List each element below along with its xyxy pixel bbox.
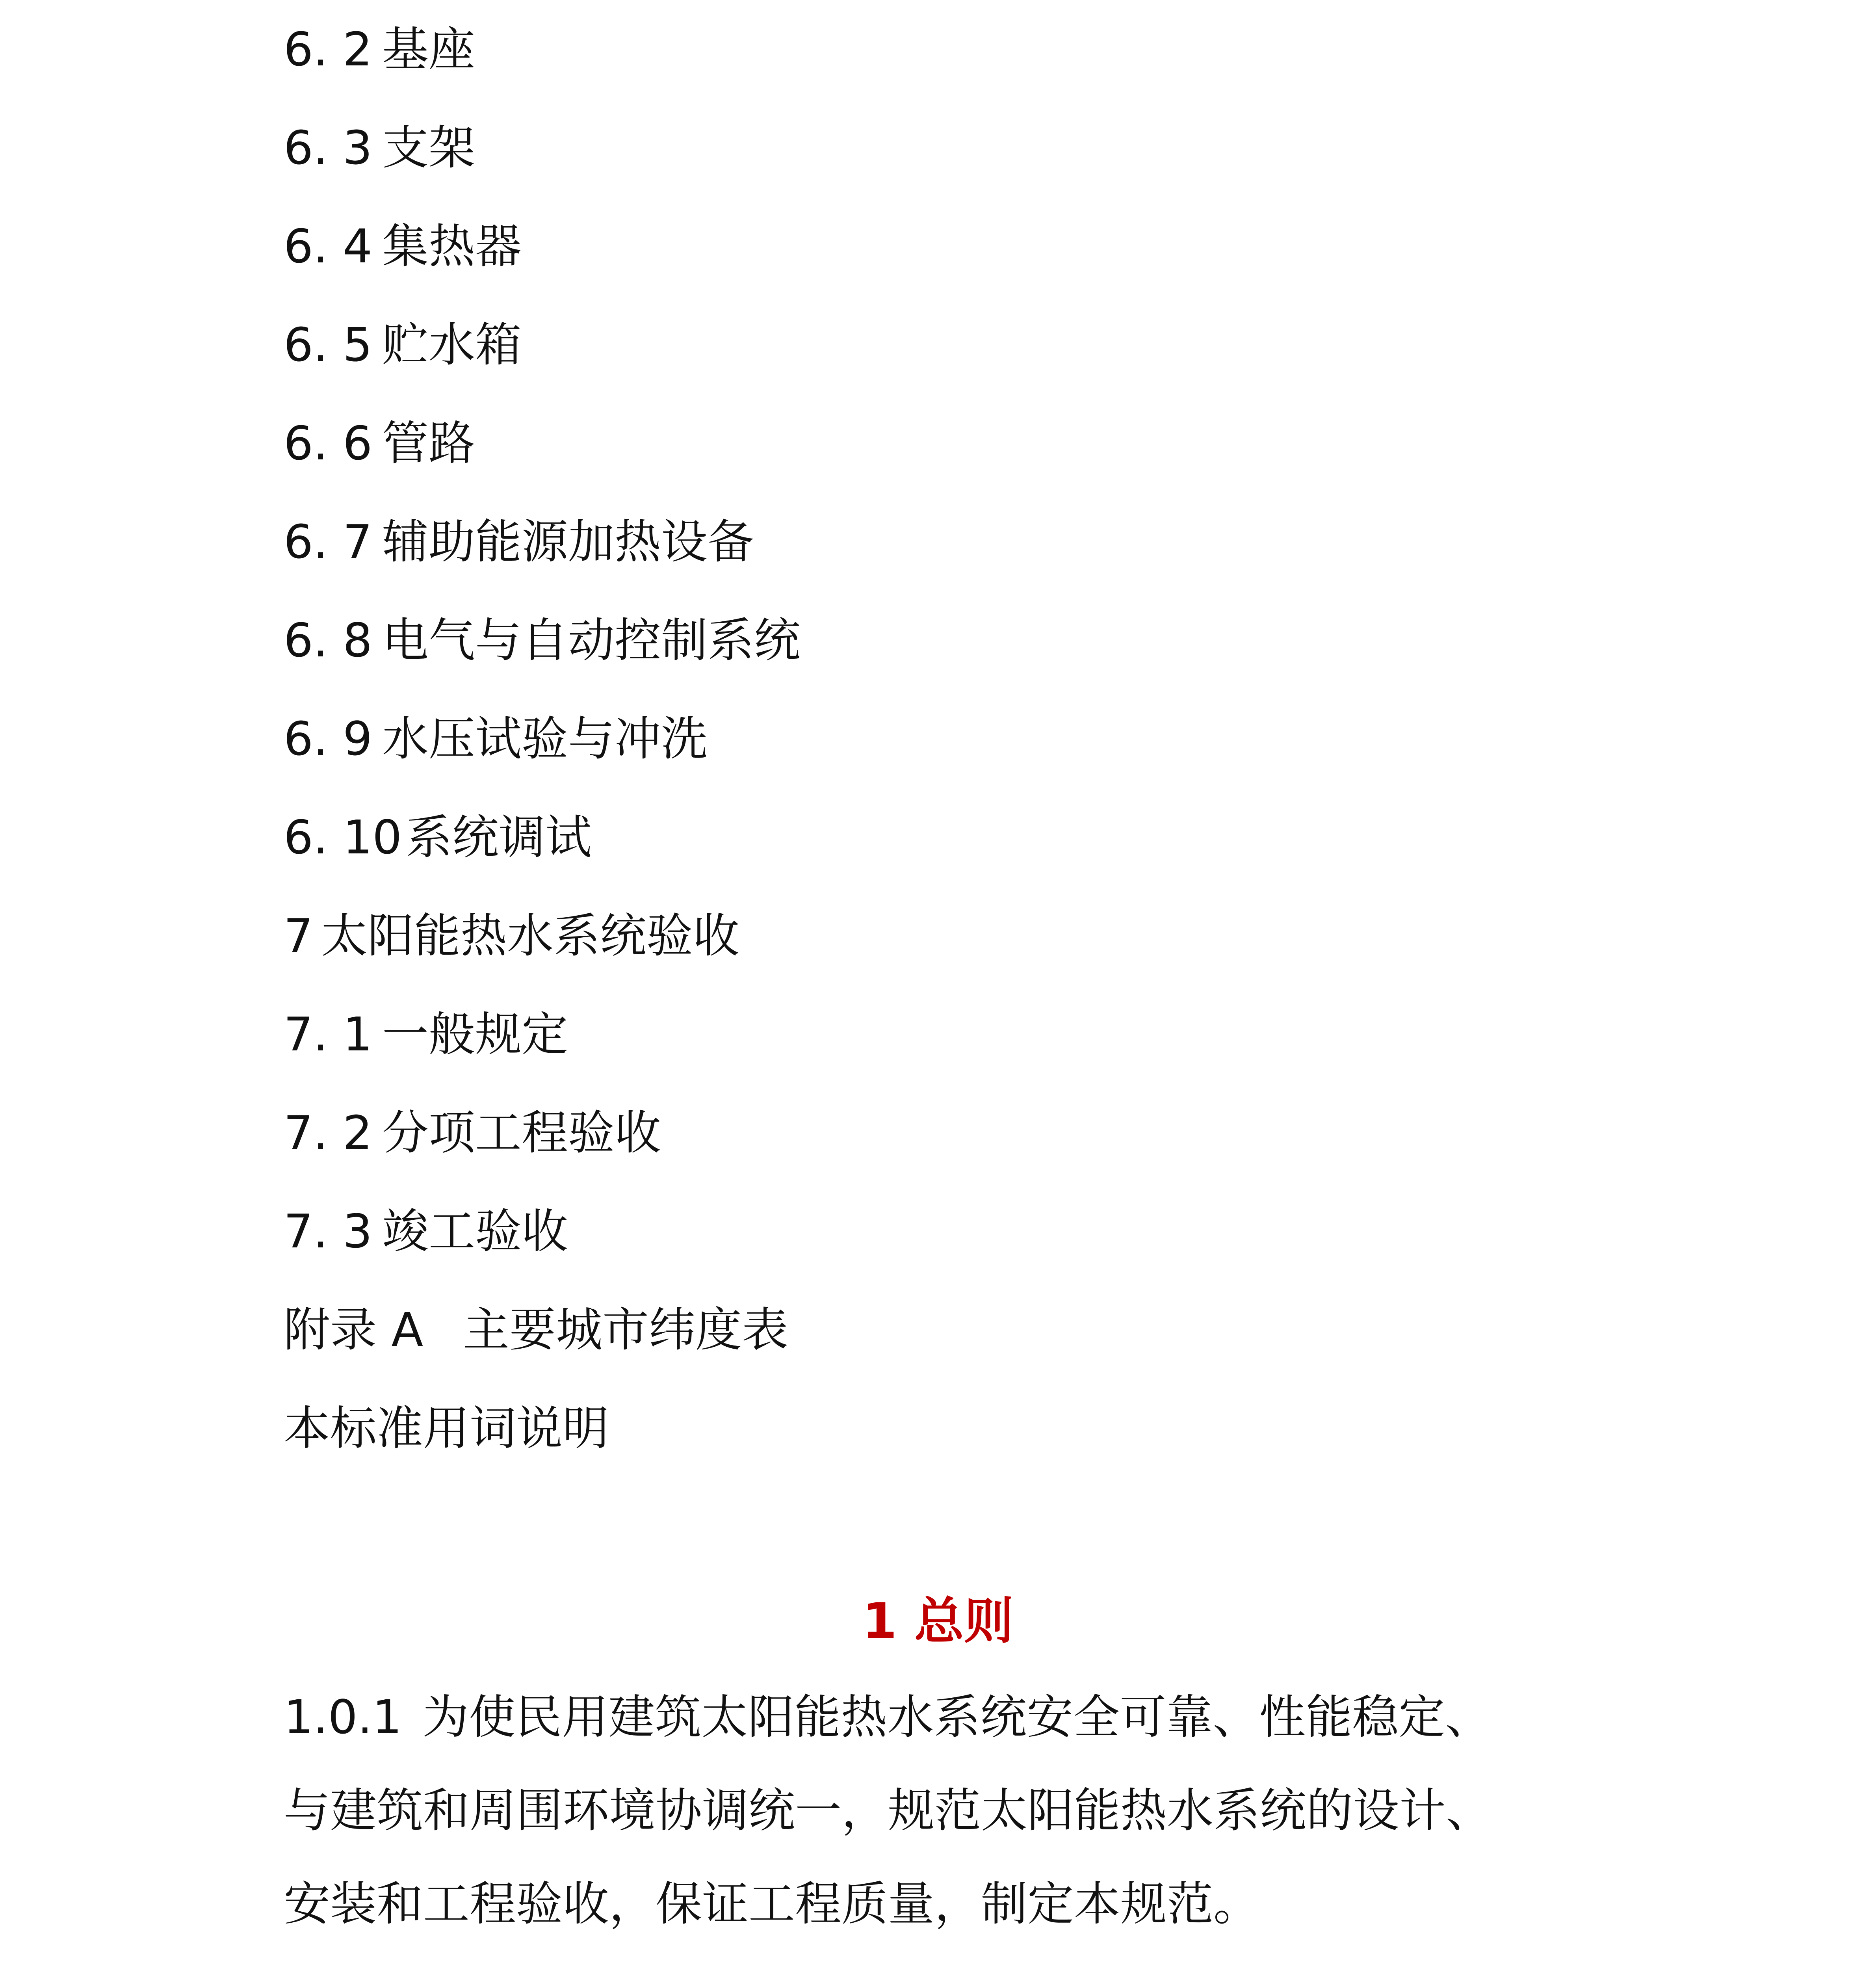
toc-item-title: 竣工验收 bbox=[382, 1204, 568, 1258]
toc-item-title: 基座 bbox=[382, 22, 476, 76]
table-of-contents bbox=[284, 0, 1584, 1478]
toc-item-7[interactable] bbox=[284, 886, 1584, 985]
toc-item-terms[interactable] bbox=[284, 1379, 1584, 1478]
toc-item-title: 管路 bbox=[382, 416, 476, 470]
toc-item-number: 7. 2 bbox=[284, 1106, 373, 1160]
toc-item-number: 7 bbox=[284, 909, 314, 963]
toc-item-title: 太阳能热水系统验收 bbox=[321, 909, 740, 963]
clause-line: 安装和工程验收，保证工程质量，制定本规范。 bbox=[284, 1877, 1260, 1931]
toc-item-title: 主要城市纬度表 bbox=[463, 1303, 789, 1357]
toc-item-number: 6. 10 bbox=[284, 810, 402, 864]
clause-line: 为使民用建筑太阳能热水系统安全可靠、性能稳定、 bbox=[422, 1690, 1492, 1744]
clause-number: 1.0.1 bbox=[284, 1690, 402, 1744]
toc-item-number: 7. 1 bbox=[284, 1007, 373, 1061]
toc-item-title: 支架 bbox=[382, 121, 476, 175]
toc-item-number: 6. 3 bbox=[284, 121, 373, 175]
toc-item-number: 6. 6 bbox=[284, 416, 373, 470]
toc-item-title: 电气与自动控制系统 bbox=[382, 613, 801, 667]
toc-item-6-6[interactable] bbox=[284, 394, 1584, 492]
toc-item-number: 6. 8 bbox=[284, 613, 373, 667]
clause-line: 与建筑和周围环境协调统一，规范太阳能热水系统的设计、 bbox=[284, 1783, 1493, 1838]
toc-item-number: 7. 3 bbox=[284, 1204, 373, 1258]
toc-item-number: 6. 7 bbox=[284, 515, 373, 569]
toc-item-7-1[interactable] bbox=[284, 985, 1584, 1084]
toc-item-number: 附录 A bbox=[284, 1303, 423, 1357]
toc-item-6-9[interactable] bbox=[284, 690, 1584, 788]
toc-item-appendix-a[interactable] bbox=[284, 1280, 1584, 1379]
toc-item-title: 集热器 bbox=[382, 219, 522, 273]
toc-item-number: 6. 2 bbox=[284, 22, 373, 76]
toc-item-7-2[interactable] bbox=[284, 1084, 1584, 1182]
toc-item-number: 6. 9 bbox=[284, 712, 373, 766]
toc-item-number: 6. 5 bbox=[284, 318, 373, 372]
toc-item-6-2[interactable] bbox=[284, 0, 1584, 98]
toc-item-number: 6. 4 bbox=[284, 219, 373, 273]
chapter-body bbox=[284, 1671, 1607, 1970]
clause-1-0-2 bbox=[284, 1951, 1607, 1970]
toc-item-6-5[interactable] bbox=[284, 296, 1584, 394]
toc-item-title: 一般规定 bbox=[382, 1007, 568, 1061]
chapter-title: 1 总则 bbox=[862, 1592, 1014, 1650]
toc-item-7-3[interactable] bbox=[284, 1182, 1584, 1280]
toc-item-title: 分项工程验收 bbox=[382, 1106, 661, 1160]
toc-item-title: 辅助能源加热设备 bbox=[382, 515, 754, 569]
toc-item-6-10[interactable] bbox=[284, 788, 1584, 886]
toc-item-title: 系统调试 bbox=[406, 810, 592, 864]
toc-item-6-3[interactable] bbox=[284, 98, 1584, 197]
toc-item-title: 水压试验与冲洗 bbox=[382, 712, 708, 766]
toc-item-6-4[interactable] bbox=[284, 197, 1584, 296]
clause-1-0-1 bbox=[284, 1671, 1607, 1951]
toc-item-6-7[interactable] bbox=[284, 492, 1584, 591]
toc-item-6-8[interactable] bbox=[284, 591, 1584, 690]
toc-item-title: 贮水箱 bbox=[382, 318, 522, 372]
toc-item-title: 本标准用词说明 bbox=[284, 1401, 609, 1455]
